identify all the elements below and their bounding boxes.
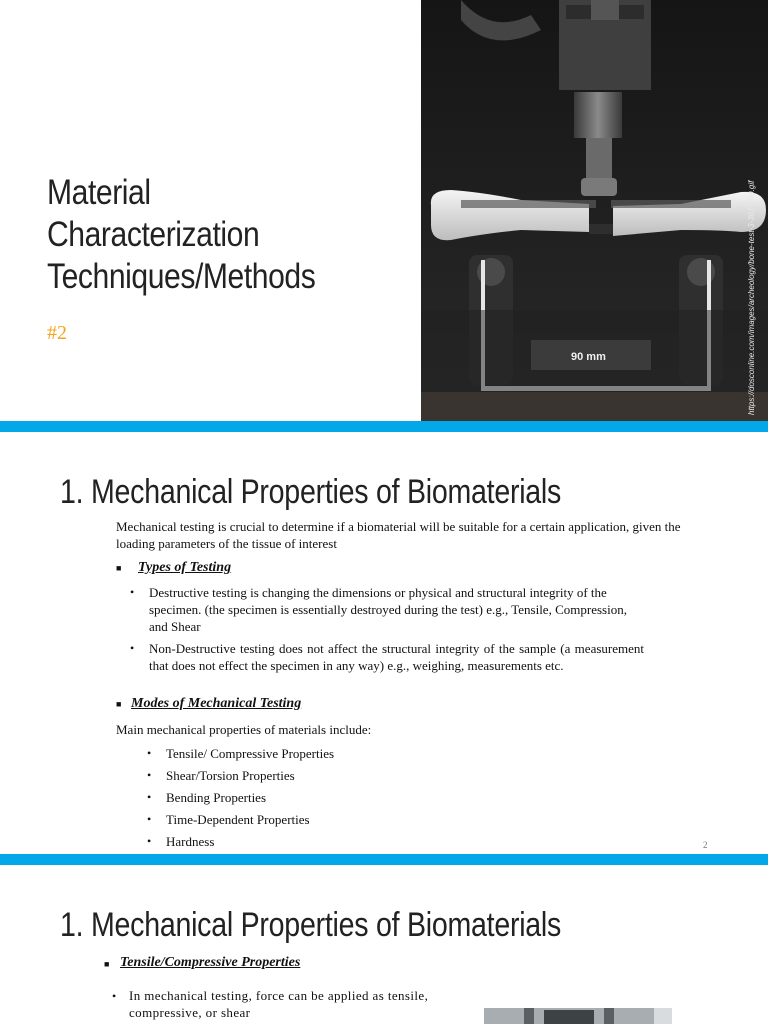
page-number: 2 [703, 840, 708, 850]
square-bullet-icon: ■ [116, 699, 122, 709]
non-destructive-testing-text: Non-Destructive testing does not affect the structural integrity of the sample (a measurement that does not effect the specimen in any way) e.g., weighing, measurements etc. [149, 641, 644, 673]
bullet-icon: • [147, 746, 152, 760]
bone-test-illustration [421, 0, 768, 421]
property-item: Hardness [166, 834, 215, 849]
modes-heading: Modes of Mechanical Testing [131, 696, 302, 711]
square-bullet-icon: ■ [116, 563, 122, 573]
bone-test-photo [421, 0, 768, 421]
title-slide [0, 0, 768, 421]
testing-machine-photo [484, 1008, 672, 1024]
types-heading: Types of Testing [138, 560, 232, 575]
property-item: Shear/Torsion Properties [166, 768, 295, 783]
bullet-icon: • [147, 790, 152, 804]
slide-number: #2 [47, 322, 67, 344]
modes-intro: Main mechanical properties of materials include: [116, 722, 372, 737]
title-line-1: Material [47, 173, 151, 212]
title-line-2: Characterization [47, 215, 260, 254]
slide-title [47, 172, 357, 298]
bullet-icon: • [147, 812, 152, 826]
title-line-3: Techniques/Methods [47, 257, 316, 296]
intro-text: Mechanical testing is crucial to determine if a biomaterial will be suitable for a certain application, given the loading parameters of the tissue of interest [116, 519, 681, 551]
scale-label: 90 mm [571, 351, 606, 363]
property-item: Bending Properties [166, 790, 267, 805]
slide3-title: 1. Mechanical Properties of Biomaterials [60, 906, 562, 944]
bullet-icon: • [147, 834, 152, 848]
property-item: Tensile/ Compressive Properties [166, 746, 335, 761]
slide2-title: 1. Mechanical Properties of Biomaterials [60, 473, 562, 511]
bullet-icon: • [147, 768, 152, 782]
bullet-icon: • [130, 641, 135, 655]
slide-divider [0, 421, 768, 432]
tensile-heading: Tensile/Compressive Properties [120, 955, 301, 970]
square-bullet-icon: ■ [104, 959, 110, 969]
bullet-icon: • [112, 989, 117, 1003]
slide-divider [0, 854, 768, 865]
testing-machine-illustration [484, 1008, 672, 1024]
bullet-icon: • [130, 585, 135, 599]
force-text: In mechanical testing, force can be applied as tensile, compressive, or shear [129, 988, 429, 1020]
photo-credit-link[interactable]: https://dosconline.com/images/archeology/bone-test-3-361-369.gif [747, 180, 756, 415]
property-item: Time-Dependent Properties [166, 812, 310, 827]
destructive-testing-text: Destructive testing is changing the dimensions or physical and structural integrity of the specimen. (the specimen is essentially destroyed during the test) e.g., Tensile, Compression, and Shear [149, 585, 627, 634]
